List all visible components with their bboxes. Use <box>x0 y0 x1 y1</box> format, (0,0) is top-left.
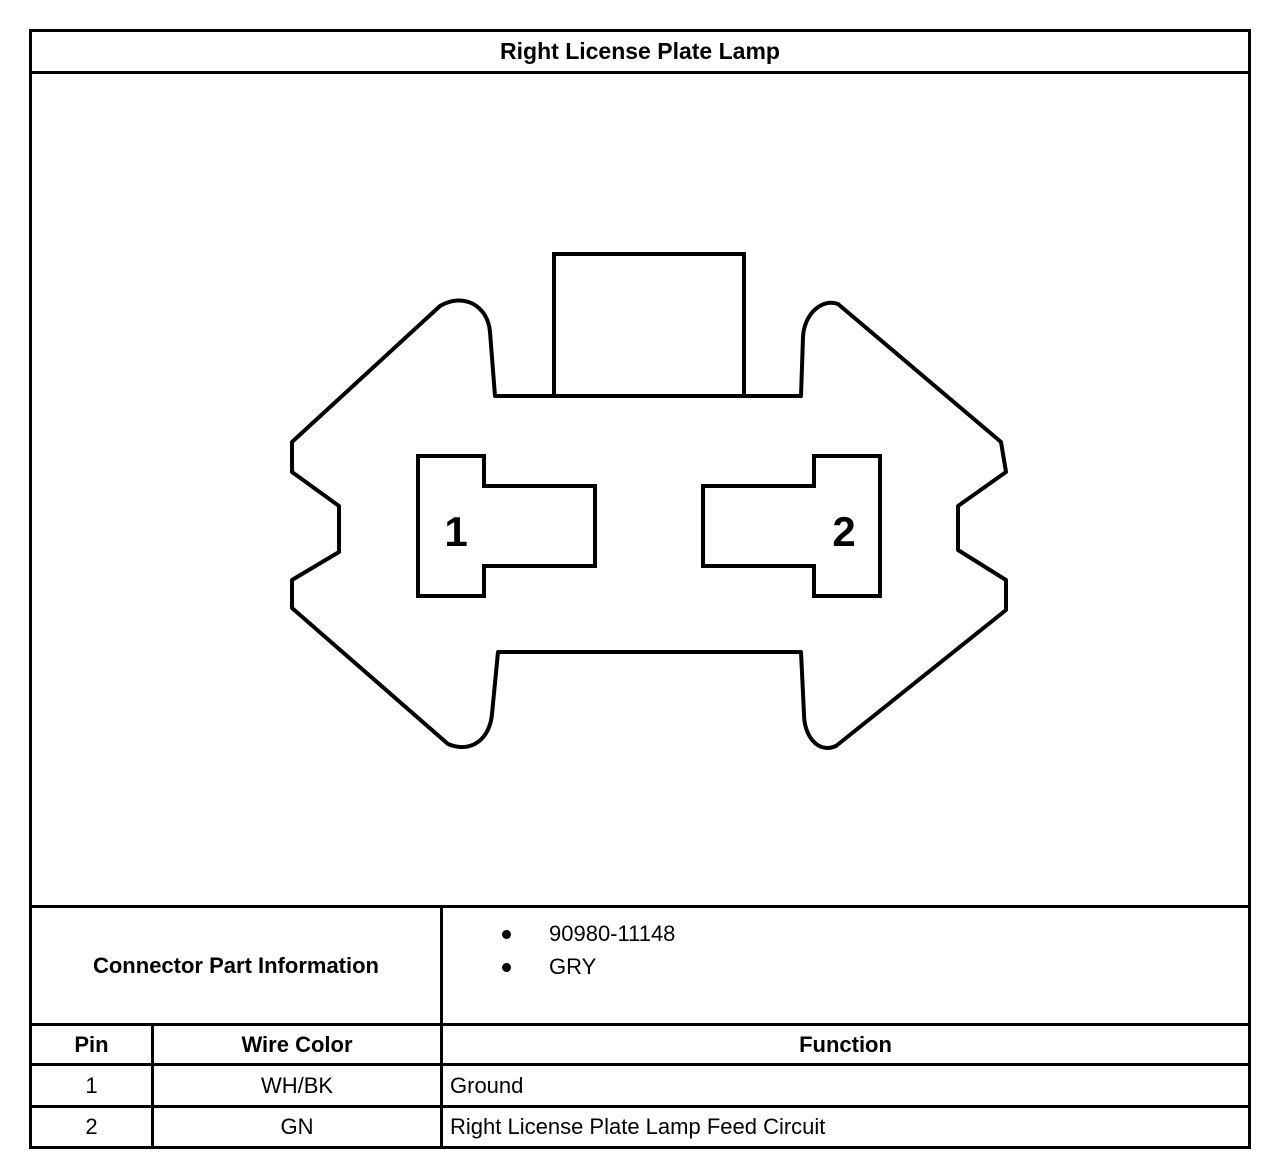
connector-diagram-frame <box>29 29 1251 1149</box>
diagram-title: Right License Plate Lamp <box>32 32 1248 74</box>
row2-function: Right License Plate Lamp Feed Circuit <box>450 1114 826 1139</box>
header-function: Function <box>799 1031 892 1057</box>
bullet-icon <box>502 963 511 972</box>
row1-pin: 1 <box>85 1072 98 1098</box>
row2-wire-color: GN <box>280 1114 314 1139</box>
connector-latch <box>554 254 744 396</box>
part-info-list <box>443 908 1248 1026</box>
part-info-label: Connector Part Information <box>92 952 379 978</box>
connector-drawing <box>32 74 1248 908</box>
connector-face-svg <box>32 74 1248 908</box>
header-wire-color: Wire Color <box>241 1031 353 1057</box>
connector-housing-outline <box>292 300 1006 747</box>
row1-wire-color: WH/BK <box>260 1072 334 1098</box>
part-number: 90980-11148 <box>549 921 676 946</box>
part-info-item <box>443 918 1243 950</box>
connector-color: GRY <box>549 954 597 979</box>
row1-function: Ground <box>450 1072 524 1098</box>
pin-label-2: 2 <box>832 508 856 555</box>
pin-label-1: 1 <box>444 508 468 555</box>
bullet-icon <box>502 930 511 939</box>
part-info-item <box>443 951 1243 983</box>
row2-pin: 2 <box>85 1114 98 1139</box>
header-pin: Pin <box>74 1031 109 1057</box>
